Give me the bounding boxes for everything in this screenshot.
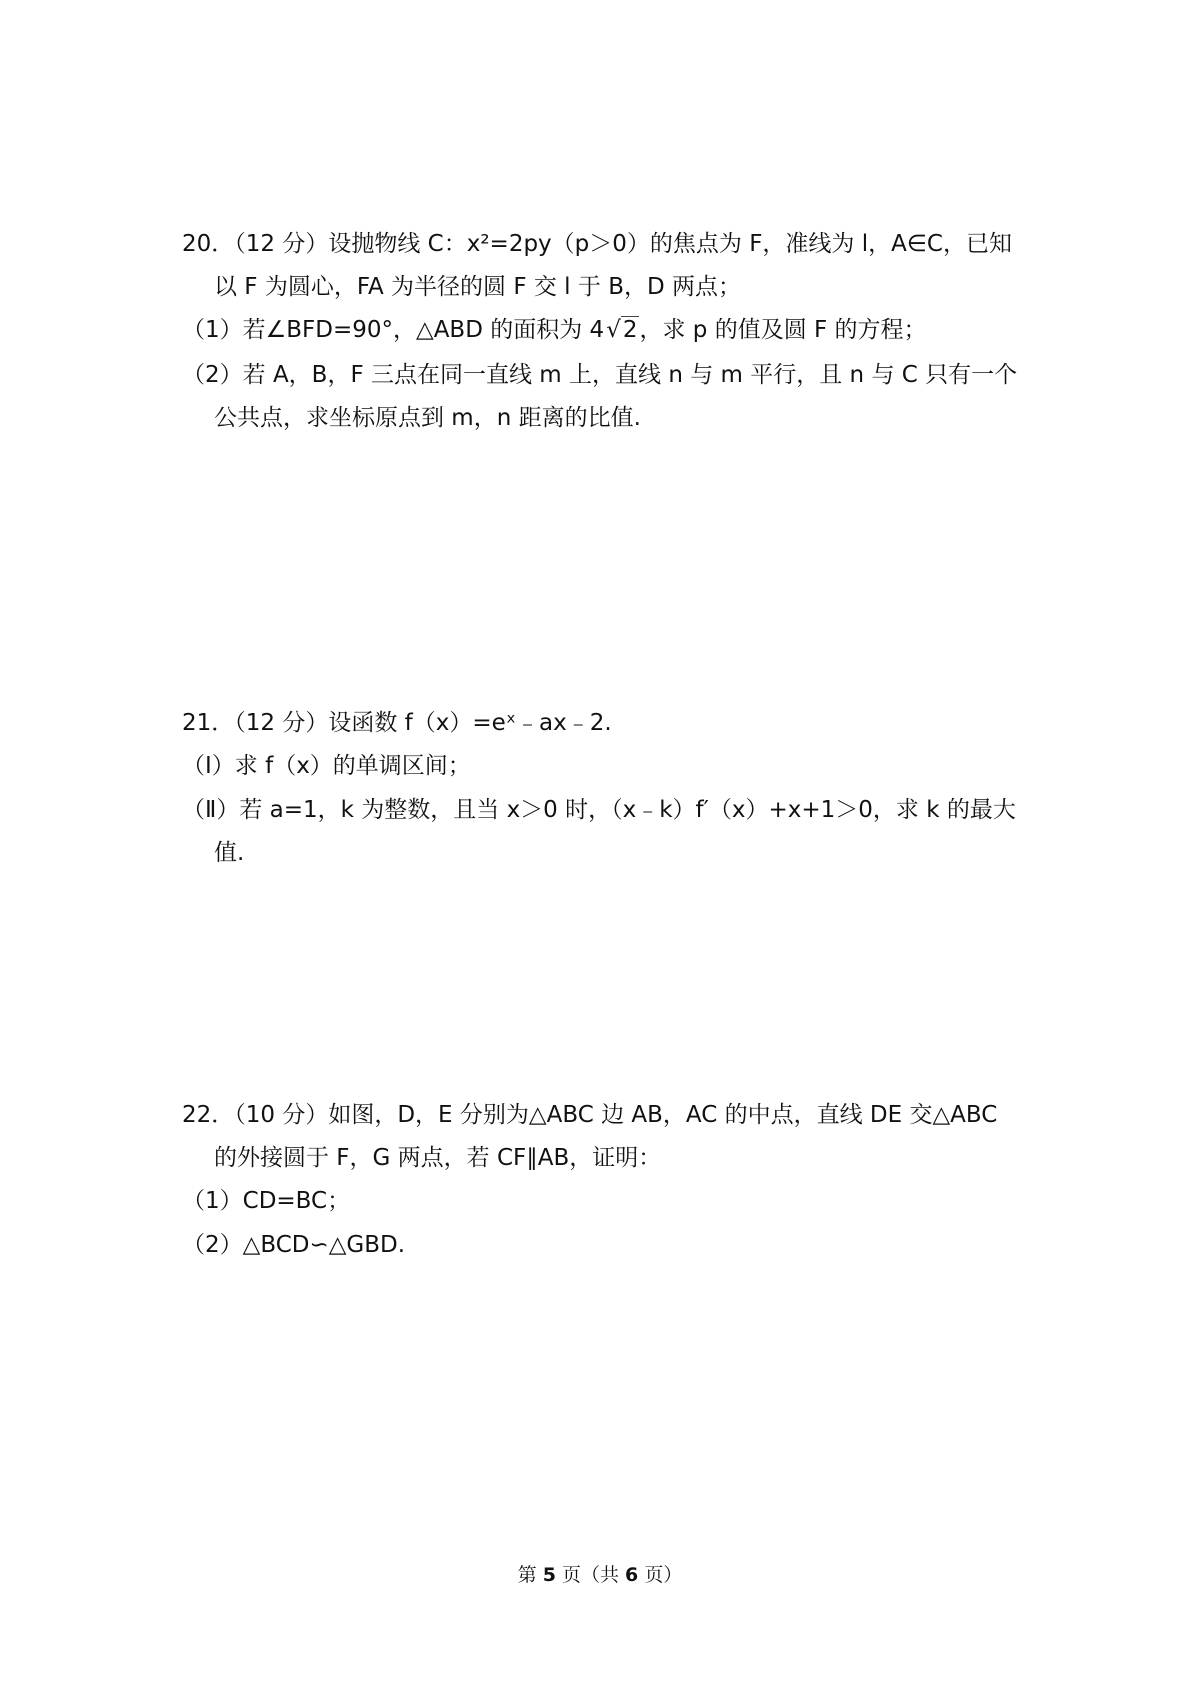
footer-mid: 页（共 <box>555 1564 626 1586</box>
q20-part1-text-pre: （1）若∠BFD=90°，△ABD 的面积为 4 <box>182 317 605 343</box>
q20-part1 <box>182 315 927 345</box>
q21-stem: 21．（12 分）设函数 f（x）=eˣ﹣ax﹣2. <box>182 710 612 736</box>
q20-part2-line2: 公共点，求坐标原点到 m，n 距离的比值. <box>214 405 641 431</box>
q21-part1: （Ⅰ）求 f（x）的单调区间； <box>182 753 471 779</box>
q22-part1: （1）CD=BC； <box>182 1188 351 1214</box>
q20-part1-radicand: 2 <box>622 317 638 343</box>
q22-part2: （2）△BCD∽△GBD. <box>182 1232 406 1258</box>
q20-part1-text-post: ，求 p 的值及圆 F 的方程； <box>639 317 927 343</box>
footer-total-pages: 6 <box>625 1564 639 1586</box>
q20-stem-line2: 以 F 为圆心，FA 为半径的圆 F 交 l 于 B，D 两点； <box>214 274 741 300</box>
footer-pre: 第 <box>517 1564 543 1586</box>
footer-post: 页） <box>638 1564 683 1586</box>
q22-stem-line1: 22．（10 分）如图，D，E 分别为△ABC 边 AB，AC 的中点，直线 DE 交△ABC <box>182 1102 998 1128</box>
q21-part2-line1: （Ⅱ）若 a=1，k 为整数，且当 x＞0 时，（x﹣k）f′（x）+x+1＞0，求 k 的最大 <box>182 797 1016 823</box>
footer-page-number: 5 <box>542 1564 556 1586</box>
page-footer <box>0 1560 1200 1587</box>
q20-stem-line1: 20．（12 分）设抛物线 C：x²=2py（p＞0）的焦点为 F，准线为 l，A∈C，已知 <box>182 231 1012 257</box>
q22-stem-line2: 的外接圆于 F，G 两点，若 CF∥AB，证明： <box>214 1145 662 1171</box>
sqrt-symbol: √2 <box>606 317 638 343</box>
q21-part2-line2: 值. <box>214 840 245 866</box>
q20-part2-line1: （2）若 A，B，F 三点在同一直线 m 上，直线 n 与 m 平行，且 n 与 C 只有一个 <box>182 362 1018 388</box>
